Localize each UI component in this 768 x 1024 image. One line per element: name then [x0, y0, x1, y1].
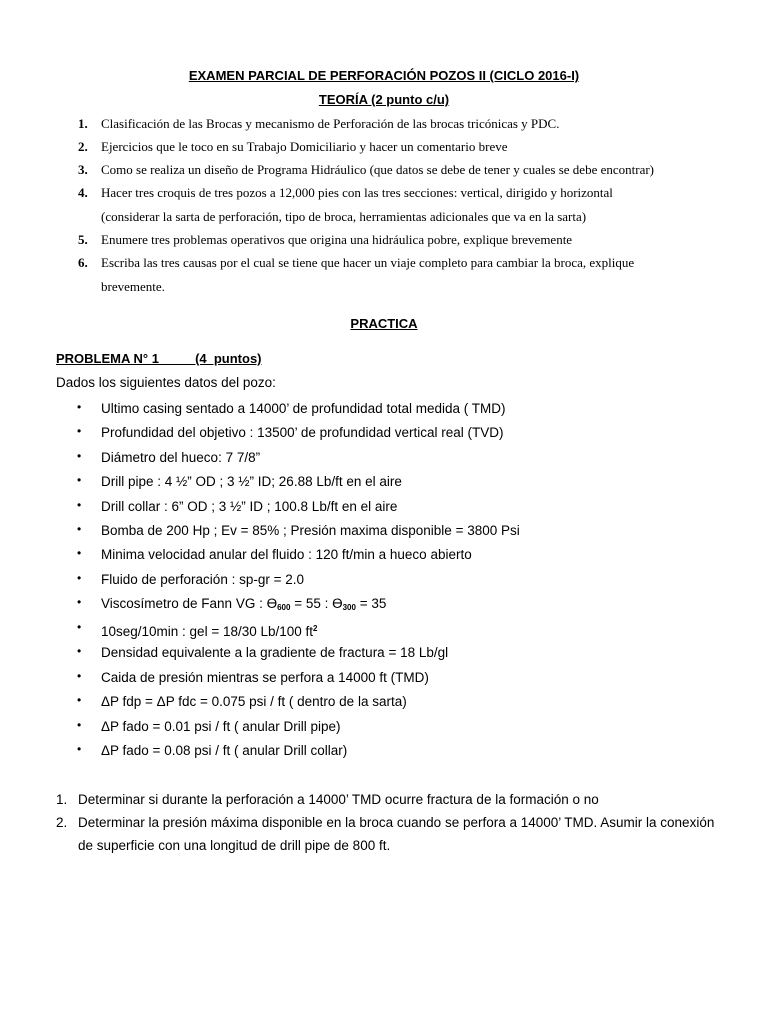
- bullet-icon: •: [77, 644, 82, 658]
- fann-label: Viscosímetro de Fann VG : ϴ: [101, 596, 278, 611]
- task-text: Determinar si durante la perforación a 14000’ TMD ocurre fractura de la formación o no: [78, 792, 599, 807]
- bullet-icon: •: [77, 571, 82, 585]
- bullet-icon: •: [77, 449, 82, 463]
- bullet-icon: •: [77, 498, 82, 512]
- bullet-icon: •: [77, 742, 82, 756]
- data-text: Ultimo casing sentado a 14000’ de profundidad total medida ( TMD): [101, 401, 506, 416]
- fann-mid: = 55 : ϴ: [290, 596, 343, 611]
- question-number: 5.: [78, 232, 88, 247]
- theory-title: TEORÍA (2 punto c/u): [318, 92, 450, 107]
- data-text: ΔP fdp = ΔP fdc = 0.075 psi / ft ( dentro de la sarta): [101, 694, 407, 709]
- data-text: Minima velocidad anular del fluido : 120 ft/min a hueco abierto: [101, 547, 472, 562]
- question-text: Clasificación de las Brocas y mecanismo de Perforación de las brocas tricónicas y PDC.: [101, 116, 560, 131]
- question-text: Escriba las tres causas por el cual se tiene que hacer un viaje completo para cambiar la broca, explique brevemente.: [101, 255, 635, 294]
- bullet-icon: •: [77, 546, 82, 560]
- gel-label: 10seg/10min : gel = 18/30 Lb/100 ft: [101, 624, 314, 639]
- question-text: Hacer tres croquis de tres pozos a 12,000 pies con las tres secciones: vertical, dirigido y horizontal (considerar la sarta de perforación, tipo de broca, herramientas adicionales que va en la sarta): [101, 185, 613, 224]
- bullet-icon: •: [77, 424, 82, 438]
- task-number: 1.: [56, 792, 68, 807]
- data-text: ΔP fado = 0.01 psi / ft ( anular Drill pipe): [101, 719, 341, 734]
- data-text: [101, 595, 386, 617]
- task-text: Determinar la presión máxima disponible en la broca cuando se perfora a 14000’ TMD. Asumir la conexión de superficie con una longitud de drill pipe de 800 ft.: [78, 815, 715, 853]
- question-text: Como se realiza un diseño de Programa Hidráulico (que datos se debe de tener y cuales se debe encontrar): [101, 162, 655, 177]
- data-text: Diámetro del hueco: 7 7/8”: [101, 450, 261, 465]
- data-text: [101, 620, 318, 641]
- question-text: Enumere tres problemas operativos que origina una hidráulica pobre, explique brevemente: [101, 232, 573, 247]
- question-number: 6.: [78, 255, 88, 270]
- question-number: 1.: [78, 116, 88, 131]
- bullet-icon: •: [77, 718, 82, 732]
- bullet-icon: •: [77, 473, 82, 487]
- data-text: Densidad equivalente a la gradiente de fractura = 18 Lb/gl: [101, 645, 449, 660]
- data-text: Profundidad del objetivo : 13500’ de profundidad vertical real (TVD): [101, 425, 504, 440]
- fann-end: = 35: [355, 596, 387, 611]
- problem-heading: PROBLEMA N° 1 (4 puntos): [56, 351, 262, 366]
- data-text: Fluido de perforación : sp-gr = 2.0: [101, 572, 304, 587]
- task-number: 2.: [56, 815, 68, 830]
- fann-300-subscript: 300: [342, 603, 356, 612]
- gel-superscript: 2: [313, 624, 318, 633]
- bullet-icon: •: [77, 620, 82, 634]
- bullet-icon: •: [77, 669, 82, 683]
- question-number: 2.: [78, 139, 88, 154]
- question-number: 4.: [78, 185, 88, 200]
- question-number: 3.: [78, 162, 88, 177]
- bullet-icon: •: [77, 595, 82, 609]
- data-text: ΔP fado = 0.08 psi / ft ( anular Drill collar): [101, 743, 348, 758]
- question-text: Ejercicios que le toco en su Trabajo Domiciliario y hacer un comentario breve: [101, 139, 508, 154]
- fann-600-subscript: 600: [277, 603, 291, 612]
- problem-intro: Dados los siguientes datos del pozo:: [56, 375, 276, 390]
- practice-title: PRACTICA: [350, 316, 418, 331]
- bullet-icon: •: [77, 693, 82, 707]
- data-text: Bomba de 200 Hp ; Ev = 85% ; Presión maxima disponible = 3800 Psi: [101, 523, 520, 538]
- data-text: Caida de presión mientras se perfora a 14000 ft (TMD): [101, 670, 429, 685]
- data-text: Drill pipe : 4 ½” OD ; 3 ½” ID; 26.88 Lb/ft en el aire: [101, 474, 402, 489]
- exam-title: EXAMEN PARCIAL DE PERFORACIÓN POZOS II (CICLO 2016-I): [188, 68, 580, 83]
- data-text: Drill collar : 6” OD ; 3 ½” ID ; 100.8 Lb/ft en el aire: [101, 499, 398, 514]
- bullet-icon: •: [77, 522, 82, 536]
- bullet-icon: •: [77, 400, 82, 414]
